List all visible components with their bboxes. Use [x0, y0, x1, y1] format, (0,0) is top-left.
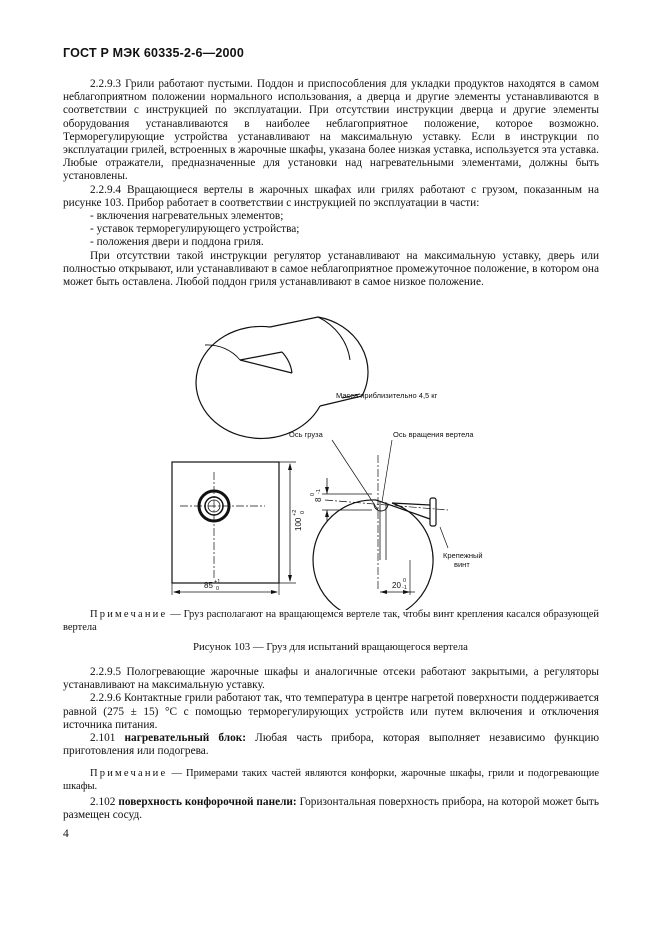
figure-note — [63, 608, 599, 634]
note-label: Примечание — [90, 609, 168, 620]
weight-perspective-drawing — [196, 317, 368, 438]
weight-front-view — [172, 462, 296, 595]
weight-side-view — [313, 440, 448, 610]
dim-twenty: 20 — [392, 581, 401, 590]
note-text: — Груз располагают на вращающемся вертеле так, чтобы винт крепления касался образующей вертела — [63, 609, 599, 633]
text-block-definition — [63, 796, 599, 822]
figure-103 — [0, 290, 661, 610]
dim-height: 100 — [294, 517, 303, 531]
list-item: - включения нагревательных элементов; — [90, 210, 284, 223]
paragraph-2-2-9-4: 2.2.9.4 Вращающиеся вертелы в жарочных шкафах или грилях работают с грузом, показанным на рисунке 103. Прибор работает в соответствии с инструкцией по эксплуатации в части: — [63, 183, 599, 209]
axis-weight-label: Ось груза — [289, 430, 323, 439]
dim-twenty-tol-dn: -1 — [402, 585, 407, 591]
note-label: Примечание — [90, 768, 168, 779]
dim-height-tol-up: +2 — [292, 509, 298, 516]
dim-width: 85 — [204, 581, 213, 590]
mass-label: Масса приблизительно 4,5 кг — [336, 391, 438, 400]
figure-caption: Рисунок 103 — Груз для испытаний вращающегося вертела — [193, 641, 468, 653]
term-heating-unit: нагревательный блок: — [124, 732, 247, 745]
definition-note — [63, 767, 599, 793]
term-hob-surface: поверхность конфорочной панели: — [118, 796, 297, 808]
dim-offset-tol-up: 0 — [310, 492, 316, 496]
paragraph-2-102: 2.102 поверхность конфорочной панели: Горизонтальная поверхность прибора, на которой может быть размещен сосуд. — [63, 796, 599, 822]
text-block-bottom — [63, 666, 599, 758]
text-block-top — [63, 78, 599, 289]
fixing-screw-label: винт — [454, 560, 470, 569]
list-item: - уставок терморегулирующего устройства; — [90, 223, 300, 236]
list-item: - положения двери и поддона гриля. — [90, 236, 264, 249]
document-header: ГОСТ Р МЭК 60335-2-6—2000 — [63, 46, 244, 60]
dim-height-tol-dn: 0 — [300, 510, 306, 514]
fixing-screw-label: Крепежный — [443, 551, 483, 560]
dim-twenty-tol-up: 0 — [403, 578, 407, 584]
page-number: 4 — [63, 828, 69, 840]
paragraph-2-2-9-3: 2.2.9.3 Грили работают пустыми. Поддон и приспособления для укладки продуктов находятся в самом неблагоприятном положении нормального использования, а дверца и другие элементы устанавливаются в соответствии с инструкцией по эксплуатации. При отсутствии инструкции дверца и другие элементы оборудования устанавливаются в наиболее неблагоприятное положение, которое возможно. Терморегулирующие устройства устанавливают на максимальную уставку. Если в инструкции по эксплуатации грилей, встроенных в жарочные шкафы, указана более низкая уставка, используется эта уставка. Любые отражатели, предназначенные для установки над нагревательными элементами, должны быть установлены. — [63, 78, 599, 183]
dim-offset: 8 — [314, 497, 323, 502]
note-text: — Примерами таких частей являются конфорки, жарочные шкафы, грили и подогревающие шкафы. — [63, 768, 599, 792]
dim-width-tol-dn: 0 — [216, 586, 220, 592]
dim-offset-tol-dn: -1 — [316, 489, 322, 494]
axis-rotation-label: Ось вращения вертела — [393, 430, 474, 439]
paragraph-2-2-9-6: 2.2.9.6 Контактные грили работают так, что температура в центре нагретой поверхности поддерживается равной (275 ± 15) °С с помощью терморегулирующих устройств или путем включения и отключения источника питания. — [63, 692, 599, 731]
paragraph-2-2-9-5: 2.2.9.5 Пологревающие жарочные шкафы и аналогичные отсеки работают закрытыми, а регуляторы устанавливают на максимальную уставку. — [63, 666, 599, 692]
dim-width-tol-up: +1 — [214, 579, 221, 585]
paragraph-absence-instruction: При отсутствии такой инструкции регулятор устанавливают на максимальную уставку, дверь или полностью открывают, или устанавливают в самое неблагоприятное промежуточное положение, в котором она может быть оставлена. Любой поддон гриля устанавливают в самое низкое положение. — [63, 249, 599, 289]
paragraph-2-101: 2.101 нагревательный блок: Любая часть прибора, которая выполняет независимо функцию приготовления или подогрева. — [63, 732, 600, 758]
